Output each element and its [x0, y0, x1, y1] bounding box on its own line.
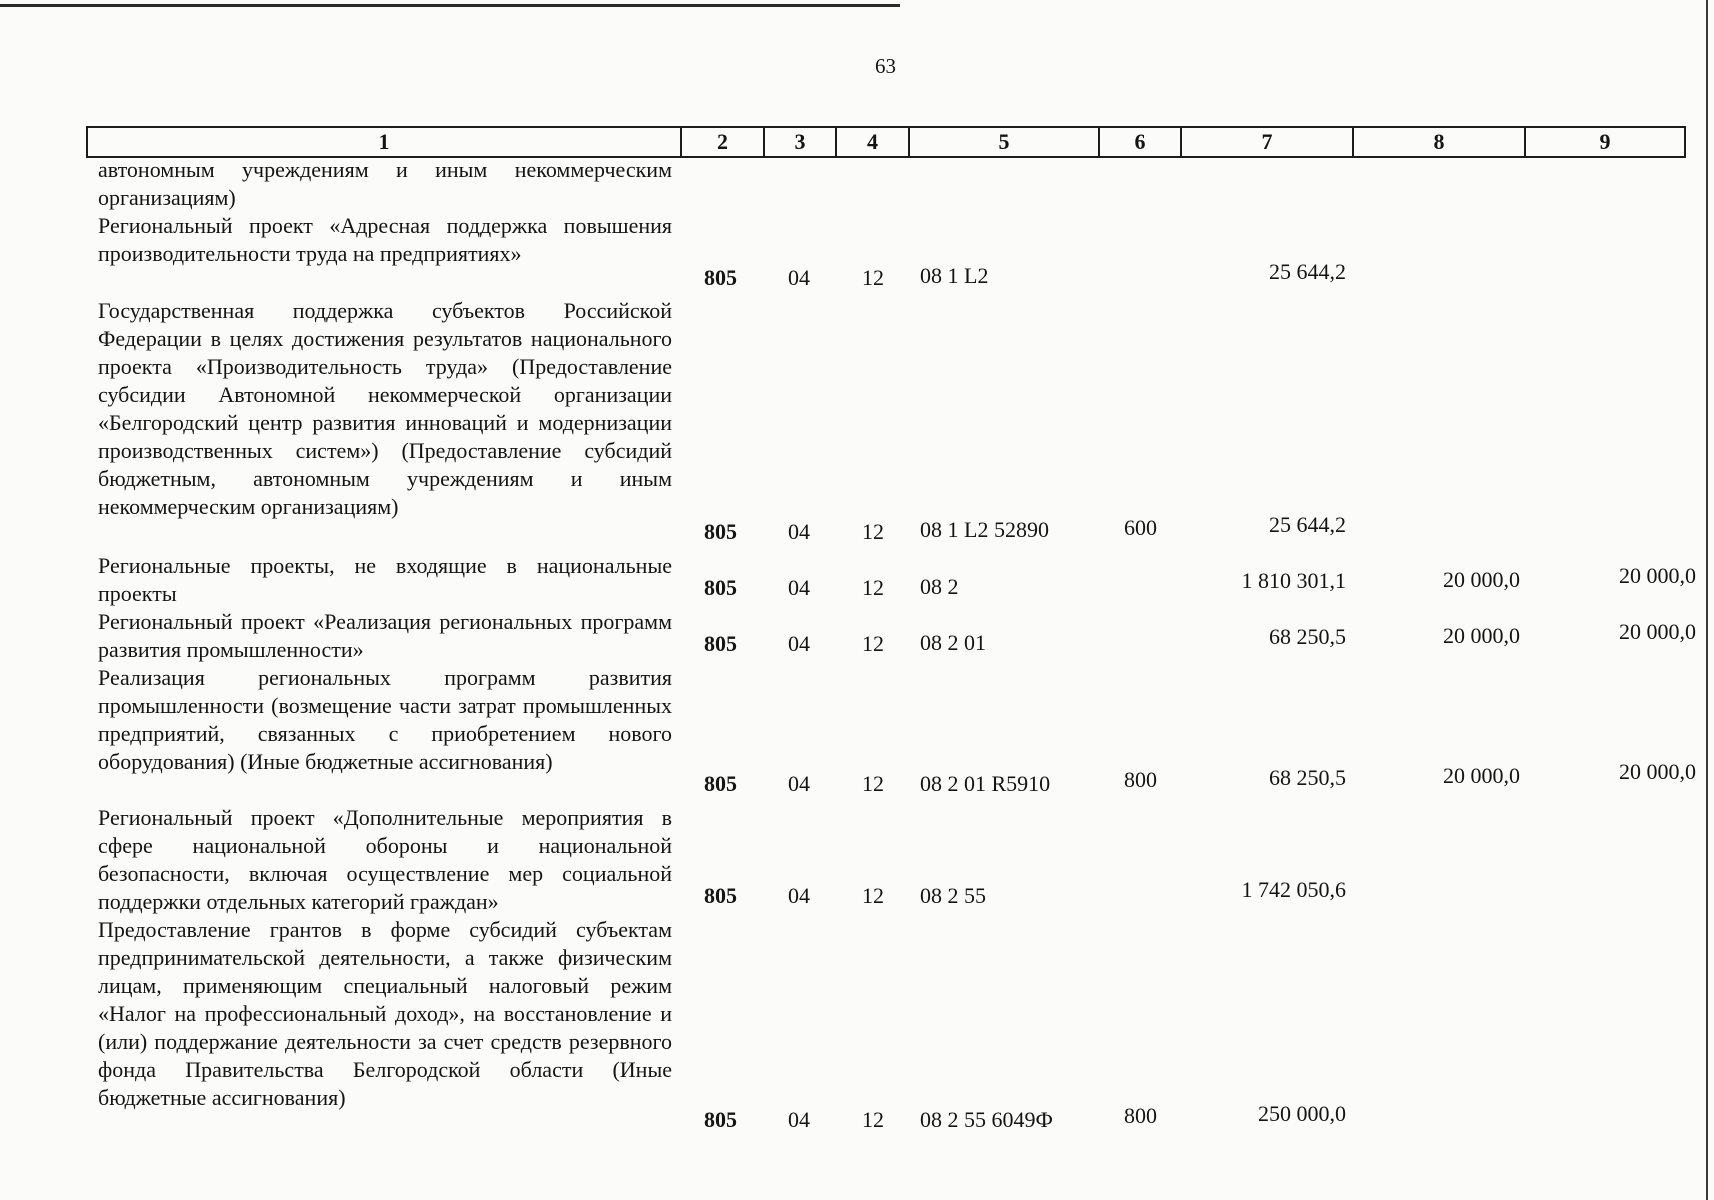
cell-col4: 12: [862, 265, 884, 290]
column-header-8: 8: [1353, 127, 1525, 157]
cell-col2: 805: [704, 771, 737, 796]
column-header-1: 1: [87, 127, 681, 157]
cell-col5: 08 2 01: [920, 630, 986, 655]
cell-col3: 04: [788, 575, 810, 600]
row-description: автономным учреждениям и иным некоммерческим организациям): [98, 157, 672, 210]
cell-col3: 04: [788, 631, 810, 656]
cell-col5: 08 2 55: [920, 883, 986, 908]
cell-col7: 25 644,2: [1269, 512, 1346, 537]
cell-col3: 04: [788, 265, 810, 290]
cell-col6: 600: [1124, 515, 1157, 540]
cell-col3: 04: [788, 883, 810, 908]
cell-col4: 12: [862, 771, 884, 796]
column-header-5: 5: [909, 127, 1099, 157]
top-rule: [0, 4, 900, 7]
cell-col2: 805: [704, 1107, 737, 1132]
cell-col2: 805: [704, 575, 737, 600]
cell-col9: 20 000,0: [1619, 759, 1696, 784]
cell-col3: 04: [788, 771, 810, 796]
cell-col5: 08 1 L2: [920, 263, 989, 288]
cell-col4: 12: [862, 631, 884, 656]
cell-col8: 20 000,0: [1443, 567, 1520, 592]
cell-col2: 805: [704, 883, 737, 908]
cell-col2: 805: [704, 631, 737, 656]
column-header-3: 3: [764, 127, 836, 157]
cell-col9: 20 000,0: [1619, 563, 1696, 588]
cell-col8: 20 000,0: [1443, 763, 1520, 788]
cell-col2: 805: [704, 265, 737, 290]
cell-col6: 800: [1124, 767, 1157, 792]
cell-col5: 08 2 55 6049Ф: [920, 1107, 1053, 1132]
cell-col4: 12: [862, 883, 884, 908]
cell-col6: 800: [1124, 1103, 1157, 1128]
page-number: 63: [875, 54, 896, 78]
column-header-2: 2: [681, 127, 764, 157]
cell-col8: 20 000,0: [1443, 623, 1520, 648]
cell-col7: 1 810 301,1: [1241, 568, 1346, 593]
cell-col3: 04: [788, 1107, 810, 1132]
cell-col4: 12: [862, 519, 884, 544]
cell-col2: 805: [704, 519, 737, 544]
row-description: Региональный проект «Дополнительные мероприятия в сфере национальной обороны и национальной безопасности, включая осуществление мер социальной поддержки отдельных категорий граждан»: [98, 805, 672, 914]
column-header-row: [86, 126, 1686, 158]
right-edge-rule: [1706, 0, 1708, 1200]
row-description: Региональный проект «Адресная поддержка повышения производительности труда на предприятиях»: [98, 213, 672, 266]
column-header-9: 9: [1525, 127, 1685, 157]
column-header-4: 4: [836, 127, 909, 157]
cell-col5: 08 2: [920, 574, 959, 599]
cell-col7: 68 250,5: [1269, 765, 1346, 790]
cell-col5: 08 2 01 R5910: [920, 771, 1051, 796]
cell-col9: 20 000,0: [1619, 619, 1696, 644]
cell-col7: 1 742 050,6: [1241, 877, 1346, 902]
cell-col7: 68 250,5: [1269, 624, 1346, 649]
row-description: Региональный проект «Реализация региональных программ развития промышленности»: [98, 609, 672, 662]
cell-col7: 250 000,0: [1258, 1101, 1346, 1126]
column-header-6: 6: [1099, 127, 1181, 157]
row-description: Государственная поддержка субъектов Российской Федерации в целях достижения результатов национального проекта «Производительность труда» (Предоставление субсидии Автономной некоммерческой организации «Белгородский центр развития инноваций и модернизации производственных систем») (Предоставление субсидий бюджетным, автономным учреждениям и иным некоммерческим организациям): [98, 298, 672, 519]
row-description: Реализация региональных программ развития промышленности (возмещение части затрат промышленных предприятий, связанных с приобретением нового оборудования) (Иные бюджетные ассигнования): [98, 665, 672, 774]
column-header-7: 7: [1181, 127, 1353, 157]
cell-col7: 25 644,2: [1269, 259, 1346, 284]
row-description: Предоставление грантов в форме субсидий субъектам предпринимательской деятельности, а также физическим лицам, применяющим специальный налоговый режим «Налог на профессиональный доход», на восстановление и (или) поддержание деятельности за счет средств резервного фонда Правительства Белгородской области (Иные бюджетные ассигнования): [98, 917, 672, 1110]
cell-col4: 12: [862, 1107, 884, 1132]
cell-col5: 08 1 L2 52890: [920, 517, 1049, 542]
cell-col4: 12: [862, 575, 884, 600]
row-description: Региональные проекты, не входящие в национальные проекты: [98, 553, 672, 606]
cell-col3: 04: [788, 519, 810, 544]
